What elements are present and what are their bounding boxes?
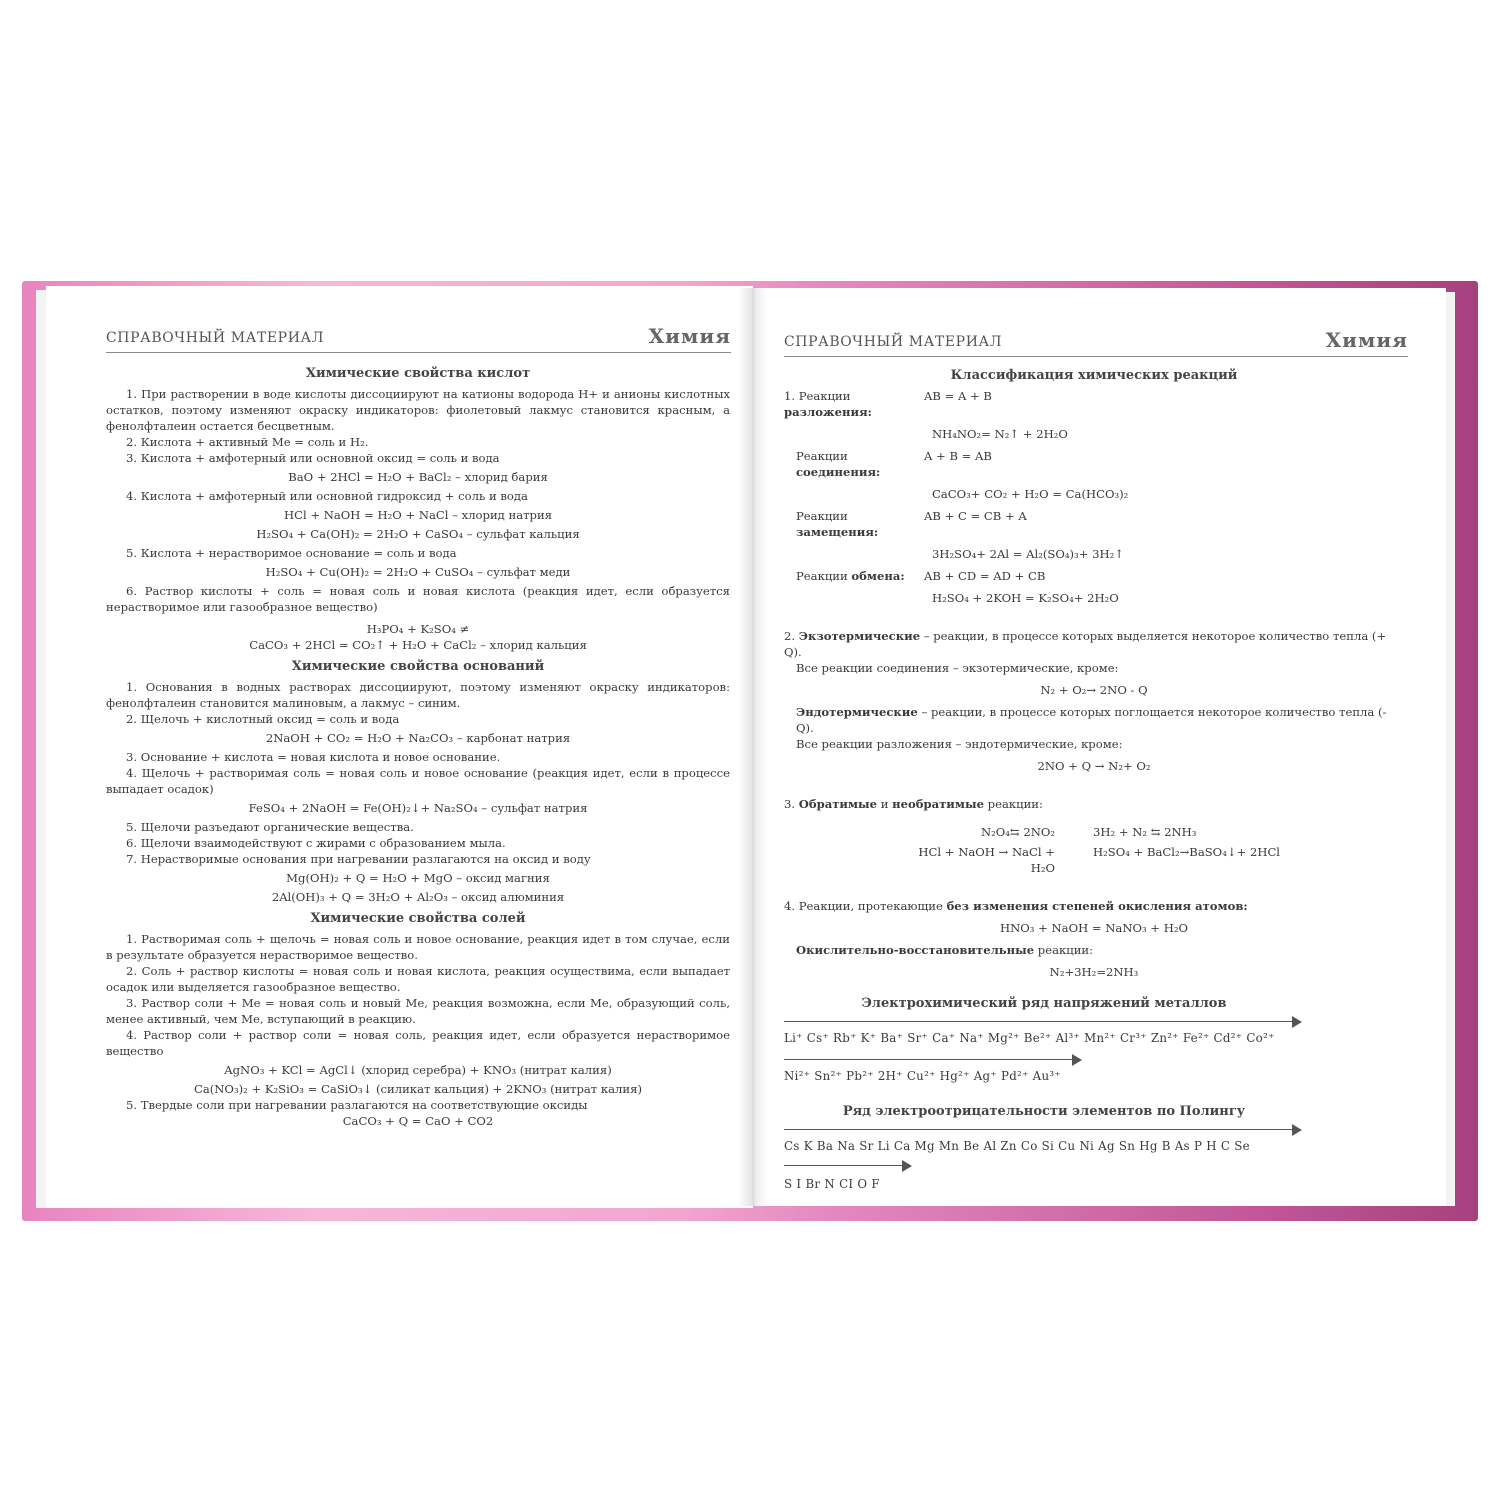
substitution-example: 3H₂SO₄+ 2Al = Al₂(SO₄)₃+ 3H₂↑ (932, 547, 1124, 561)
header-subject: Химия (648, 324, 731, 348)
irreversible-label: необратимые (892, 797, 984, 811)
combination-scheme: A + B = AB (924, 449, 992, 463)
reversible-example: N₂O₄⇆ 2NO₂ (980, 825, 1055, 839)
left-column (106, 366, 730, 1129)
salt-item: 1. Растворимая соль + щелочь = новая соль и новое основание, реакция идет в том случае, если в результате образуется нерастворимое вещество. (106, 932, 730, 962)
base-item: 2. Щелочь + кислотный оксид = соль и вода (126, 712, 400, 726)
acid-formula: H₂SO₄ + Cu(OH)₂ = 2H₂O + CuSO₄ – сульфат меди (265, 565, 571, 579)
acid-formula: BaO + 2HCl = H₂O + BaCl₂ – хлорид бария (288, 470, 548, 484)
acid-formula: H₃PO₄ + K₂SO₄ ≠ (366, 622, 470, 636)
endothermic-line: Эндотермические – реакции, в процессе которых поглощается некоторое количество тепла (- Q). (796, 705, 1387, 735)
salt-item: 4. Раствор соли + раствор соли = новая соль, реакция идет, если образуется нерастворимое вещество (106, 1028, 730, 1058)
substitution-prefix: Реакции (796, 509, 848, 523)
salt-item: 5. Твердые соли при нагревании разлагаются на соответствующие оксиды (126, 1098, 588, 1112)
redox-line: Окислительно-восстановительные реакции: (796, 943, 1094, 957)
salt-formula: AgNO₃ + KCl = AgCl↓ (хлорид серебра) + KNO₃ (нитрат калия) (224, 1063, 612, 1077)
irreversible-example: HCl + NaOH → NaCl + H₂O (918, 845, 1055, 875)
substitution-row (784, 508, 1404, 540)
right-page-header (784, 326, 1408, 357)
left-page (46, 286, 753, 1208)
header-section-label: СПРАВОЧНЫЙ МАТЕРИАЛ (784, 334, 1002, 350)
no-oxidation-change-equation: HNO₃ + NaOH = NaNO₃ + H₂O (1000, 921, 1188, 935)
acid-formula: CaCO₃ + 2HCl = CO₂↑ + H₂O + CaCl₂ – хлорид кальция (249, 638, 587, 652)
endothermic-equation: 2NO + Q → N₂+ O₂ (1037, 759, 1151, 773)
base-formula: 2NaOH + CO₂ = H₂O + Na₂CO₃ – карбонат натрия (265, 731, 571, 745)
decomposition-example: NH₄NO₂= N₂↑ + 2H₂O (932, 427, 1068, 441)
combination-label: соединения: (796, 465, 881, 479)
substitution-label: замещения: (796, 525, 879, 539)
decomposition-label: разложения: (784, 405, 872, 419)
acid-item: 3. Кислота + амфотерный или основной оксид = соль и вода (126, 451, 500, 465)
decomposition-row (784, 388, 1404, 420)
base-formula: FeSO₄ + 2NaOH = Fe(OH)₂↓+ Na₂SO₄ – сульфат натрия (248, 801, 588, 815)
metals-arrow-1 (784, 1016, 1404, 1028)
substitution-scheme: AB + C = CB + A (924, 509, 1027, 523)
salt-formula: Ca(NO₃)₂ + K₂SiO₃ = CaSiO₃↓ (силикат кальция) + 2KNO₃ (нитрат калия) (193, 1082, 642, 1096)
reversible-label: Обратимые (798, 797, 878, 811)
pauling-series-line-2: S I Br N CI O F (784, 1177, 880, 1191)
bases-title: Химические свойства оснований (291, 659, 545, 674)
pauling-arrow-2 (784, 1160, 1404, 1172)
exchange-example: H₂SO₄ + 2KOH = K₂SO₄+ 2H₂O (932, 591, 1119, 605)
salts-title: Химические свойства солей (310, 911, 526, 926)
base-item: 1. Основания в водных растворах диссоциируют, поэтому изменяют окраску индикаторов: фенолфталеин становится малиновым, а лакмус – синим. (106, 680, 730, 710)
redox-equation: N₂+3H₂=2NH₃ (1049, 965, 1139, 979)
acid-item: 1. При растворении в воде кислоты диссоциируют на катионы водорода H+ и анионы кислотных остатков, поэтому изменяют окраску индикаторов: фиолетовый лакмус становится красным, а фенолфталеин остается бесцветным. (106, 387, 730, 433)
combination-prefix: Реакции (796, 449, 848, 463)
acid-item: 6. Раствор кислоты + соль = новая соль и новая кислота (реакция идет, если образуется нерастворимое или газообразное вещество) (106, 584, 730, 614)
left-page-header (106, 322, 731, 353)
base-formula: 2Al(OH)₃ + Q = 3H₂O + Al₂O₃ – оксид алюминия (271, 890, 565, 904)
base-item: 4. Щелочь + растворимая соль = новая соль и новое основание (реакция идет, если в процессе выпадает осадок) (106, 766, 730, 796)
exchange-row (784, 568, 1404, 584)
oxidation-line: 4. Реакции, протекающие без изменения степеней окисления атомов: (784, 899, 1248, 913)
pauling-series-line-1: Cs K Ba Na Sr Li Ca Mg Mn Be Al Zn Co Si Cu Ni Ag Sn Hg B As P H C Se (784, 1139, 1250, 1153)
salt-item: 3. Раствор соли + Ме = новая соль и новый Ме, реакция возможна, если Ме, образующий соль, менее активный, чем Ме, вступающий в реакцию. (106, 996, 730, 1026)
metals-series-line-2: Ni²⁺ Sn²⁺ Pb²⁺ 2H⁺ Cu²⁺ Hg²⁺ Ag⁺ Pd²⁺ Au³⁺ (784, 1069, 1061, 1083)
header-section-label: СПРАВОЧНЫЙ МАТЕРИАЛ (106, 330, 324, 346)
acid-formula: HCl + NaOH = H₂O + NaCl – хлорид натрия (283, 508, 553, 522)
metals-arrow-2 (784, 1054, 1404, 1066)
classification-title: Классификация химических реакций (950, 368, 1238, 383)
redox-label: Окислительно-восстановительные (796, 943, 1035, 957)
acid-formula: H₂SO₄ + Ca(OH)₂ = 2H₂O + CaSO₄ – сульфат кальция (256, 527, 580, 541)
no-oxidation-change-label: без изменения степеней окисления атомов: (946, 899, 1248, 913)
salt-formula: CaCO₃ + Q = CaO + CO2 (342, 1114, 494, 1128)
pauling-arrow-1 (784, 1124, 1404, 1136)
reversible-example: 3H₂ + N₂ ⇆ 2NH₃ (1093, 825, 1197, 839)
combination-example: CaCO₃+ CO₂ + H₂O = Ca(HCO₃)₂ (932, 487, 1129, 501)
salt-item: 2. Соль + раствор кислоты = новая соль и новая кислота, реакция осуществима, если выпадает осадок или выделяется газообразное вещество. (106, 964, 730, 994)
acids-title: Химические свойства кислот (305, 366, 531, 381)
base-formula: Mg(OH)₂ + Q = H₂O + MgO – оксид магния (286, 871, 550, 885)
exothermic-line: 2. Экзотермические – реакции, в процессе которых выделяется некоторое количество тепла (+ Q). (784, 629, 1387, 659)
base-item: 6. Щелочи взаимодействуют с жирами с образованием мыла. (126, 836, 506, 850)
combination-row (784, 448, 1404, 480)
base-item: 7. Нерастворимые основания при нагревании разлагаются на оксид и воду (126, 852, 591, 866)
endothermic-label: Эндотермические (796, 705, 918, 719)
right-column (784, 368, 1404, 1192)
irreversible-examples (784, 844, 1404, 876)
right-page (750, 288, 1446, 1206)
base-item: 5. Щелочи разъедают органические вещества. (126, 820, 414, 834)
decomposition-prefix: 1. Реакции (784, 389, 851, 403)
base-item: 3. Основание + кислота = новая кислота и новое основание. (126, 750, 501, 764)
acid-item: 2. Кислота + активный Ме = соль и H₂. (126, 435, 369, 449)
exchange-prefix: Реакции (796, 569, 852, 583)
exchange-label: обмена: (851, 569, 905, 583)
reversible-examples (784, 824, 1404, 840)
acid-item: 4. Кислота + амфотерный или основной гидроксид + соль и вода (126, 489, 528, 503)
header-subject: Химия (1325, 328, 1408, 352)
exothermic-label: Экзотермические (798, 629, 921, 643)
metals-series-line-1: Li⁺ Cs⁺ Rb⁺ K⁺ Ba⁺ Sr⁺ Ca⁺ Na⁺ Mg²⁺ Be²⁺ Al³⁺ Mn²⁺ Cr³⁺ Zn²⁺ Fe²⁺ Cd²⁺ Co²⁺ (784, 1031, 1275, 1045)
reversible-line: 3. Обратимые и необратимые реакции: (784, 797, 1043, 811)
irreversible-example: H₂SO₄ + BaCl₂→BaSO₄↓+ 2HCl (1093, 845, 1281, 859)
endothermic-note: Все реакции разложения – эндотермические, кроме: (796, 737, 1123, 751)
decomposition-scheme: AB = A + B (924, 389, 992, 403)
book-gutter (738, 288, 768, 1206)
exothermic-note: Все реакции соединения – экзотермические, кроме: (796, 661, 1119, 675)
exothermic-equation: N₂ + O₂→ 2NO - Q (1040, 683, 1148, 697)
exchange-scheme: AB + CD = AD + CB (924, 569, 1046, 583)
acid-item: 5. Кислота + нерастворимое основание = соль и вода (126, 546, 457, 560)
pauling-series-title: Ряд электроотрицательности элементов по Полингу (842, 1104, 1246, 1119)
metals-series-title: Электрохимический ряд напряжений металлов (861, 996, 1227, 1011)
